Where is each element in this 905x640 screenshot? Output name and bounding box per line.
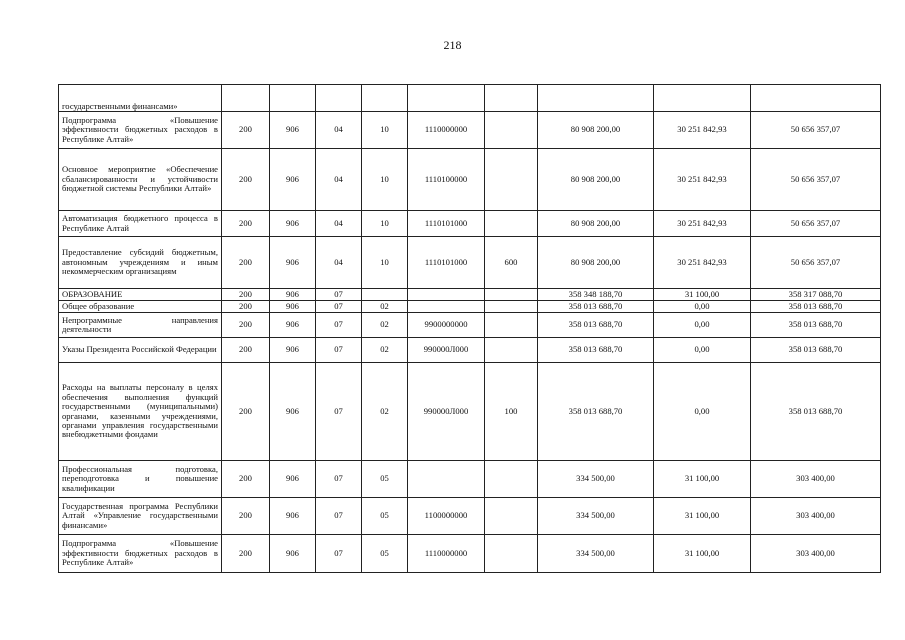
amount-2: 31 100,00 (654, 498, 751, 535)
expense-type-code (485, 289, 538, 301)
amount-1: 334 500,00 (538, 461, 654, 498)
column-1-code: 200 (222, 112, 270, 149)
section-code: 07 (316, 498, 362, 535)
section-code (316, 85, 362, 112)
column-2-code: 906 (270, 301, 316, 313)
amount-3: 303 400,00 (751, 498, 881, 535)
subsection-code: 10 (362, 211, 408, 237)
column-2-code: 906 (270, 461, 316, 498)
amount-1: 80 908 200,00 (538, 211, 654, 237)
column-1-code (222, 85, 270, 112)
subsection-code: 05 (362, 535, 408, 573)
table-row (59, 363, 881, 461)
table-row (59, 85, 881, 112)
table-row (59, 461, 881, 498)
target-article-code: 1110000000 (408, 535, 485, 573)
row-name: Предоставление субсидий бюджетным, автономным учреждениям и иным некоммерческим организациям (59, 237, 222, 289)
expense-type-code (485, 112, 538, 149)
row-name: Подпрограмма «Повышение эффективности бюджетных расходов в Республике Алтай» (59, 535, 222, 573)
target-article-code: 1110101000 (408, 211, 485, 237)
target-article-code (408, 289, 485, 301)
amount-2: 31 100,00 (654, 461, 751, 498)
subsection-code: 02 (362, 338, 408, 363)
page-number: 218 (443, 38, 462, 52)
amount-2 (654, 85, 751, 112)
table-row (59, 313, 881, 338)
budget-table (58, 84, 881, 573)
column-1-code: 200 (222, 301, 270, 313)
target-article-code: 990000Л000 (408, 338, 485, 363)
section-code: 07 (316, 313, 362, 338)
amount-3: 358 013 688,70 (751, 313, 881, 338)
subsection-code: 02 (362, 313, 408, 338)
table-row (59, 289, 881, 301)
amount-3: 358 317 088,70 (751, 289, 881, 301)
section-code: 04 (316, 237, 362, 289)
subsection-code: 05 (362, 461, 408, 498)
expense-type-code (485, 301, 538, 313)
table-row (59, 211, 881, 237)
column-2-code: 906 (270, 237, 316, 289)
amount-1: 334 500,00 (538, 498, 654, 535)
table-row (59, 498, 881, 535)
amount-2: 31 100,00 (654, 289, 751, 301)
target-article-code (408, 301, 485, 313)
row-name: Указы Президента Российской Федерации (59, 338, 222, 363)
column-1-code: 200 (222, 338, 270, 363)
row-name: ОБРАЗОВАНИЕ (59, 289, 222, 301)
column-1-code: 200 (222, 237, 270, 289)
amount-3: 303 400,00 (751, 535, 881, 573)
target-article-code: 1110000000 (408, 112, 485, 149)
target-article-code: 1100000000 (408, 498, 485, 535)
amount-2: 0,00 (654, 338, 751, 363)
table-body (59, 85, 881, 573)
subsection-code: 02 (362, 363, 408, 461)
amount-1: 358 013 688,70 (538, 301, 654, 313)
amount-3: 358 013 688,70 (751, 338, 881, 363)
expense-type-code (485, 313, 538, 338)
row-name: Непрограммные направления деятельности (59, 313, 222, 338)
amount-3: 358 013 688,70 (751, 363, 881, 461)
amount-2: 0,00 (654, 313, 751, 338)
amount-2: 30 251 842,93 (654, 237, 751, 289)
column-2-code: 906 (270, 338, 316, 363)
row-name: Расходы на выплаты персоналу в целях обеспечения выполнения функций государственными (муниципальными) органами, казенными учреждениями, органами управления государственными внебюджетными фондами (59, 363, 222, 461)
amount-1: 80 908 200,00 (538, 112, 654, 149)
amount-1 (538, 85, 654, 112)
expense-type-code (485, 85, 538, 112)
section-code: 07 (316, 289, 362, 301)
column-1-code: 200 (222, 461, 270, 498)
amount-1: 334 500,00 (538, 535, 654, 573)
section-code: 07 (316, 338, 362, 363)
row-name: Государственная программа Республики Алтай «Управление государственными финансами» (59, 498, 222, 535)
amount-1: 358 348 188,70 (538, 289, 654, 301)
column-2-code: 906 (270, 211, 316, 237)
amount-1: 358 013 688,70 (538, 313, 654, 338)
table-row (59, 338, 881, 363)
table-row (59, 112, 881, 149)
column-2-code: 906 (270, 313, 316, 338)
target-article-code (408, 461, 485, 498)
section-code: 07 (316, 461, 362, 498)
subsection-code: 10 (362, 237, 408, 289)
expense-type-code: 100 (485, 363, 538, 461)
row-name: государственными финансами» (59, 85, 222, 112)
amount-3: 50 656 357,07 (751, 211, 881, 237)
target-article-code: 1110101000 (408, 237, 485, 289)
section-code: 07 (316, 535, 362, 573)
table-row (59, 149, 881, 211)
row-name: Основное мероприятие «Обеспечение сбалансированности и устойчивости бюджетной системы Республики Алтай» (59, 149, 222, 211)
amount-3: 50 656 357,07 (751, 112, 881, 149)
subsection-code (362, 85, 408, 112)
column-2-code: 906 (270, 498, 316, 535)
expense-type-code (485, 149, 538, 211)
section-code: 07 (316, 301, 362, 313)
amount-1: 80 908 200,00 (538, 149, 654, 211)
amount-3: 303 400,00 (751, 461, 881, 498)
amount-2: 0,00 (654, 363, 751, 461)
column-2-code: 906 (270, 289, 316, 301)
amount-1: 358 013 688,70 (538, 363, 654, 461)
column-1-code: 200 (222, 289, 270, 301)
target-article-code: 9900000000 (408, 313, 485, 338)
section-code: 04 (316, 149, 362, 211)
expense-type-code: 600 (485, 237, 538, 289)
table-row (59, 301, 881, 313)
column-2-code: 906 (270, 112, 316, 149)
subsection-code: 10 (362, 112, 408, 149)
amount-2: 30 251 842,93 (654, 211, 751, 237)
amount-2: 30 251 842,93 (654, 149, 751, 211)
amount-2: 31 100,00 (654, 535, 751, 573)
expense-type-code (485, 211, 538, 237)
amount-2: 0,00 (654, 301, 751, 313)
column-1-code: 200 (222, 498, 270, 535)
section-code: 07 (316, 363, 362, 461)
amount-3: 358 013 688,70 (751, 301, 881, 313)
expense-type-code (485, 338, 538, 363)
section-code: 04 (316, 211, 362, 237)
column-1-code: 200 (222, 363, 270, 461)
amount-3: 50 656 357,07 (751, 237, 881, 289)
amount-3: 50 656 357,07 (751, 149, 881, 211)
column-1-code: 200 (222, 535, 270, 573)
column-2-code: 906 (270, 363, 316, 461)
amount-3 (751, 85, 881, 112)
expense-type-code (485, 535, 538, 573)
row-name: Профессиональная подготовка, переподготовка и повышение квалификации (59, 461, 222, 498)
column-1-code: 200 (222, 149, 270, 211)
row-name: Автоматизация бюджетного процесса в Республике Алтай (59, 211, 222, 237)
amount-1: 358 013 688,70 (538, 338, 654, 363)
table-row (59, 237, 881, 289)
subsection-code: 02 (362, 301, 408, 313)
subsection-code: 10 (362, 149, 408, 211)
section-code: 04 (316, 112, 362, 149)
column-2-code: 906 (270, 535, 316, 573)
table-row (59, 535, 881, 573)
column-2-code: 906 (270, 149, 316, 211)
target-article-code: 990000Л000 (408, 363, 485, 461)
subsection-code: 05 (362, 498, 408, 535)
expense-type-code (485, 461, 538, 498)
amount-1: 80 908 200,00 (538, 237, 654, 289)
row-name: Общее образование (59, 301, 222, 313)
column-2-code (270, 85, 316, 112)
column-1-code: 200 (222, 211, 270, 237)
subsection-code (362, 289, 408, 301)
row-name: Подпрограмма «Повышение эффективности бюджетных расходов в Республике Алтай» (59, 112, 222, 149)
amount-2: 30 251 842,93 (654, 112, 751, 149)
target-article-code (408, 85, 485, 112)
expense-type-code (485, 498, 538, 535)
column-1-code: 200 (222, 313, 270, 338)
target-article-code: 1110100000 (408, 149, 485, 211)
